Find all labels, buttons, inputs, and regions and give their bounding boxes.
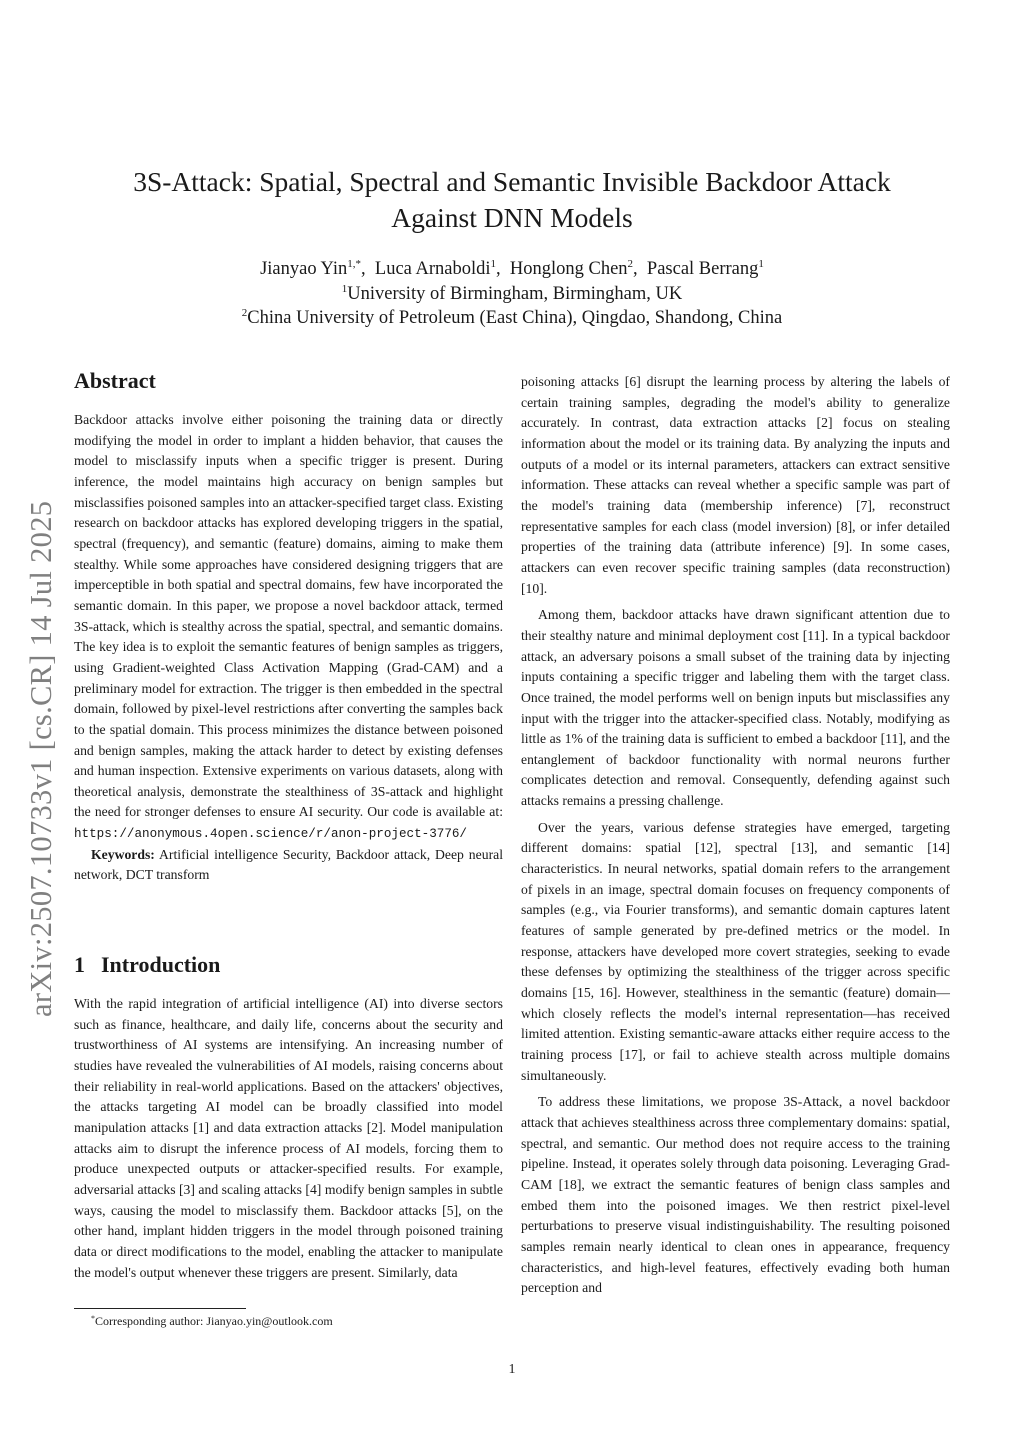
introduction-section: [74, 994, 503, 1283]
affiliation-marker: 1: [341, 282, 348, 295]
affiliation-text: University of Birmingham, Birmingham, UK: [347, 283, 683, 304]
author-affiliation-marker: 1: [490, 258, 496, 270]
author-block: [60, 257, 964, 331]
title-line-1: 3S-Attack: Spatial, Spectral and Semantic Invisible Backdoor Attack: [133, 166, 891, 197]
author-name: Pascal Berrang: [646, 259, 759, 279]
author-affiliation-marker: 1,*: [347, 258, 362, 270]
code-link[interactable]: https://anonymous.4open.science/r/anon-project-3776/: [74, 827, 467, 842]
body-paragraph: Over the years, various defense strategies have emerged, targeting different domains: spatial [12], spectral [13], and semantic [14] characteristics. In neural networks, spatial domain refers to the arrangement of pixels in an image, spectral domain focuses on frequency components of samples (e.g., via Fourier transforms), and semantic domain captures latent features of sample generated by pre-defined metrics or the model. In response, attackers have developed more covert strategies, seeking to evade these defenses by optimizing the stealthiness of the trigger across specific domains [15, 16]. However, stealthiness in the semantic (feature) domain—which closely reflects the model's internal representation—has received limited attention. Existing semantic-aware attacks either require access to the training process [17], or fail to achieve stealth across multiple domains simultaneously.: [521, 819, 950, 1083]
affiliation-marker: 2: [241, 307, 248, 319]
abstract-section: [74, 410, 503, 886]
title-line-2: Against DNN Models: [391, 202, 633, 233]
section-heading-introduction: [74, 952, 220, 978]
body-paragraph: poisoning attacks [6] disrupt the learning process by altering the labels of certain training samples, degrading the model's ability to generalize accurately. In contrast, data extraction attacks [2] focus on stealing information about the model or its training data. By analyzing the inputs and outputs of a model or its internal parameters, attackers can extract sensitive information. These attacks can reveal whether a specific sample was part of the model's training data (membership inference) [7], reconstruct representative samples for each class (model inversion) [8], or infer detailed properties of the training data (attribute inference) [9]. In some cases, attackers can even recover specific training samples (data reconstruction) [10].: [521, 374, 950, 596]
right-column: [521, 372, 950, 1299]
affiliation-1: [60, 282, 964, 307]
author-list: Jianyao Yin$^{1,*}$, Luca Arnaboldi$^1$, Honglong Chen$^2$, Pascal Berrang$^1$: [260, 258, 764, 279]
footnote: [91, 1313, 333, 1329]
section-title: Introduction: [101, 952, 221, 977]
paper-title: [60, 164, 964, 236]
affiliation-text: China University of Petroleum (East China), Qingdao, Shandong, China: [247, 308, 783, 328]
keywords-label: Keywords:: [91, 846, 155, 862]
abstract-text: [74, 410, 503, 845]
author-name: Jianyao Yin: [260, 259, 348, 279]
author-name: Honglong Chen: [509, 259, 628, 279]
introduction-paragraph: With the rapid integration of artificial intelligence (AI) into diverse sectors such as finance, healthcare, and daily life, concerns about the security and trustworthiness of AI systems are intensifying. An increasing number of studies have revealed the vulnerabilities of AI models, raising concerns about their reliability in real-world applications. Based on the attackers' objectives, the attacks targeting AI model can be broadly classified into model manipulation attacks [1] and data extraction attacks [2]. Model manipulation attacks aim to disrupt the inference process of AI models, forcing them to produce unexpected outputs or attacker-specified results. For example, adversarial attacks [3] and scaling attacks [4] modify benign samples in subtle ways, causing the model to misclassify them. Backdoor attacks [5], on the other hand, implant hidden triggers in the model through poisoned training data or direct modifications to the model, enabling the attacker to manipulate the model's output whenever these triggers are present. Similarly, data: [74, 996, 503, 1280]
abstract-body: Backdoor attacks involve either poisoning the training data or directly modifying the model in order to implant a hidden behavior, that causes the model to misclassify inputs when a specific trigger is present. During inference, the model maintains high accuracy on benign samples but misclassifies poisoned samples into an attacker-specified target class. Existing research on backdoor attacks has explored developing triggers in the spatial, spectral (frequency), and semantic (feature) domains, aiming to make them stealthy. While some approaches have considered designing triggers that are imperceptible in both spatial and spectral domains, few have incorporated the semantic domain. In this paper, we propose a novel backdoor attack, termed 3S-attack, which is stealthy across the spatial, spectral, and semantic domains. The key idea is to exploit the semantic features of benign samples as triggers, using Gradient-weighted Class Activation Mapping (Grad-CAM) and a preliminary model for extraction. The trigger is then embedded in the spectral domain, followed by pixel-level restrictions after converting the samples back to the spatial domain. This process minimizes the distance between poisoned and benign samples, making the attack harder to detect by existing defenses and human inspection. Extensive experiments on various datasets, along with theoretical analysis, demonstrate the stealthiness of 3S-attack and highlight the need for stronger defenses to ensure AI security. Our code is available at:: [74, 412, 503, 820]
section-number: 1: [74, 952, 85, 977]
footnote-divider: [74, 1308, 246, 1309]
author-affiliation-marker: 2: [627, 258, 634, 270]
arxiv-identifier: arXiv:2507.10733v1 [cs.CR] 14 Jul 2025: [24, 500, 58, 1017]
body-paragraph: To address these limitations, we propose 3S-Attack, a novel backdoor attack that achieves stealthiness across three complementary domains: spatial, spectral, and semantic. Our method does not require access to the training pipeline. Instead, it operates solely through data poisoning. Leveraging Grad-CAM [18], we extract the semantic features of benign class samples and embed them into the poisoned images. We then restrict pixel-level perturbations to preserve visual indistinguishability. The resulting poisoned samples remain nearly identical to clean ones in appearance, frequency characteristics, and high-level features, effectively evading both human perception and: [521, 1094, 950, 1296]
keywords: [74, 845, 503, 886]
affiliation-2: [60, 306, 964, 331]
footnote-text: Corresponding author: Jianyao.yin@outlook.com: [95, 1314, 333, 1328]
author-affiliation-marker: 1: [758, 258, 764, 270]
keywords-text: Artificial intelligence Security, Backdoor attack, Deep neural network, DCT transform: [74, 846, 503, 883]
page-number: 1: [508, 1362, 516, 1377]
author-name: Luca Arnaboldi: [374, 259, 491, 279]
abstract-heading: Abstract: [74, 368, 156, 393]
body-paragraph: Among them, backdoor attacks have drawn significant attention due to their stealthy nature and minimal deployment cost [11]. In a typical backdoor attack, an adversary poisons a small subset of the training data by injecting inputs containing a specific trigger and labeling them with the target class. Once trained, the model performs well on benign inputs but misclassifies any input with the trigger into the attacker-specified class. Notably, modifying as little as 1% of the training data is sufficient to embed a backdoor [11], and the entanglement of backdoor functionality with normal neurons further complicates detection and removal. Consequently, defending against such attacks remains a pressing challenge.: [521, 607, 950, 809]
footnote-marker: *: [91, 1314, 95, 1323]
